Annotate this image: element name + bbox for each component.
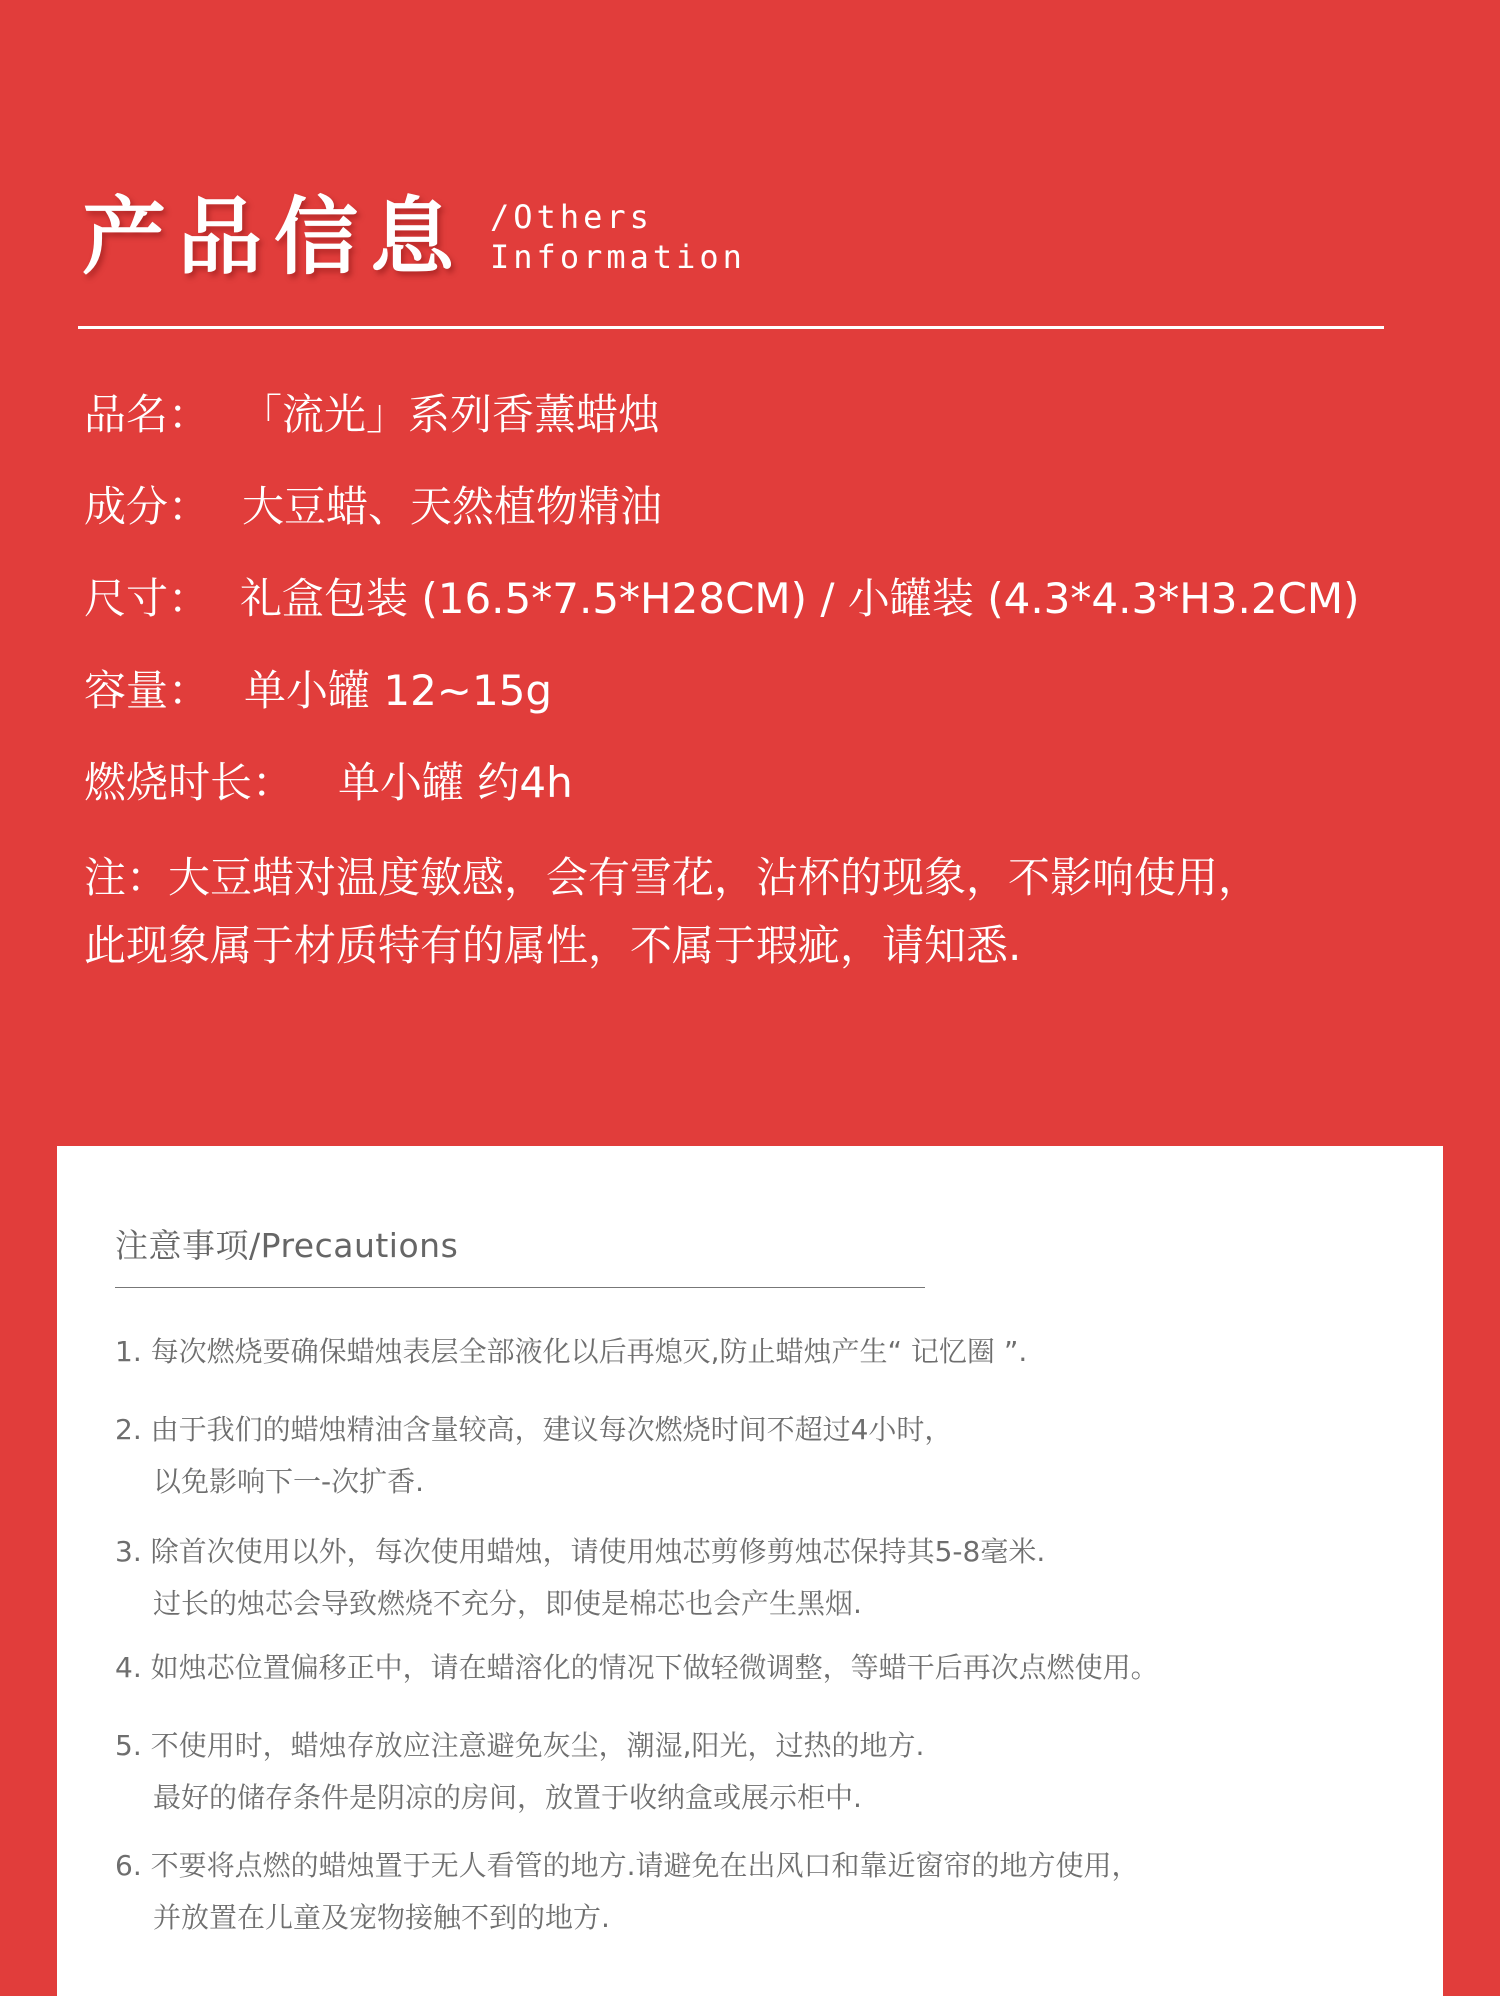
precautions-title: 注意事项/Precautions — [115, 1226, 459, 1265]
precaution-line: 以免影响下一-次扩香. — [153, 1465, 425, 1498]
info-note-line2: 此现象属于材质特有的属性，不属于瑕疵，请知悉. — [84, 921, 1022, 970]
info-row-capacity — [84, 668, 1464, 714]
info-note — [84, 844, 1464, 980]
precaution-line: 3. 除首次使用以外，每次使用蜡烛，请使用烛芯剪修剪烛芯保持其5-8毫米. — [115, 1535, 1046, 1568]
info-value: 礼盒包装 (16.5*7.5*H28CM) / 小罐装 (4.3*4.3*H3.2CM) — [240, 574, 1360, 623]
info-value: 单小罐 12~15g — [244, 666, 553, 715]
info-label: 尺寸： — [84, 574, 211, 623]
precaution-item — [115, 1642, 1415, 1694]
precaution-line: 最好的储存条件是阴凉的房间，放置于收纳盒或展示柜中. — [153, 1781, 862, 1814]
section-title: 产品信息 — [82, 188, 467, 286]
precaution-line: 2. 由于我们的蜡烛精油含量较高，建议每次燃烧时间不超过4小时， — [115, 1413, 953, 1446]
info-label: 成分： — [84, 482, 211, 531]
precaution-line: 1. 每次燃烧要确保蜡烛表层全部液化以后再熄灭,防止蜡烛产生“ 记忆圈 ”. — [115, 1335, 1028, 1368]
info-row-ingredients — [84, 484, 1464, 530]
precaution-line: 并放置在儿童及宠物接触不到的地方. — [153, 1901, 610, 1934]
precaution-item — [115, 1404, 1415, 1508]
header-divider — [78, 326, 1384, 329]
section-subtitle — [490, 197, 746, 277]
info-row-burn-time — [84, 760, 1464, 806]
info-label: 品名： — [84, 390, 211, 439]
info-note-line1: 注：大豆蜡对温度敏感，会有雪花，沾杯的现象，不影响使用， — [84, 853, 1261, 902]
precaution-line: 6. 不要将点燃的蜡烛置于无人看管的地方.请避免在出风口和靠近窗帘的地方使用， — [115, 1849, 1140, 1882]
precaution-item — [115, 1526, 1415, 1630]
precautions-panel — [57, 1146, 1443, 1996]
precaution-line: 5. 不使用时，蜡烛存放应注意避免灰尘，潮湿,阳光，过热的地方. — [115, 1729, 925, 1762]
precaution-item — [115, 1326, 1415, 1378]
section-header — [82, 188, 746, 286]
info-value: 单小罐 约4h — [338, 758, 573, 807]
precaution-line: 4. 如烛芯位置偏移正中，请在蜡溶化的情况下做轻微调整，等蜡干后再次点燃使用。 — [115, 1651, 1159, 1684]
precaution-item — [115, 1720, 1415, 1824]
info-value: 大豆蜡、天然植物精油 — [242, 482, 663, 531]
precaution-item — [115, 1840, 1415, 1944]
info-value: 「流光」系列香薰蜡烛 — [240, 390, 661, 439]
info-label: 容量： — [84, 666, 211, 715]
info-row-name — [84, 392, 1464, 438]
info-label: 燃烧时长： — [84, 758, 295, 807]
product-info — [84, 392, 1464, 980]
section-subtitle-line1: /Others — [490, 198, 653, 236]
precaution-line: 过长的烛芯会导致燃烧不充分，即使是棉芯也会产生黑烟. — [153, 1587, 862, 1620]
info-row-size — [84, 576, 1464, 622]
precautions-divider — [115, 1287, 925, 1288]
section-subtitle-line2: Information — [490, 238, 746, 276]
